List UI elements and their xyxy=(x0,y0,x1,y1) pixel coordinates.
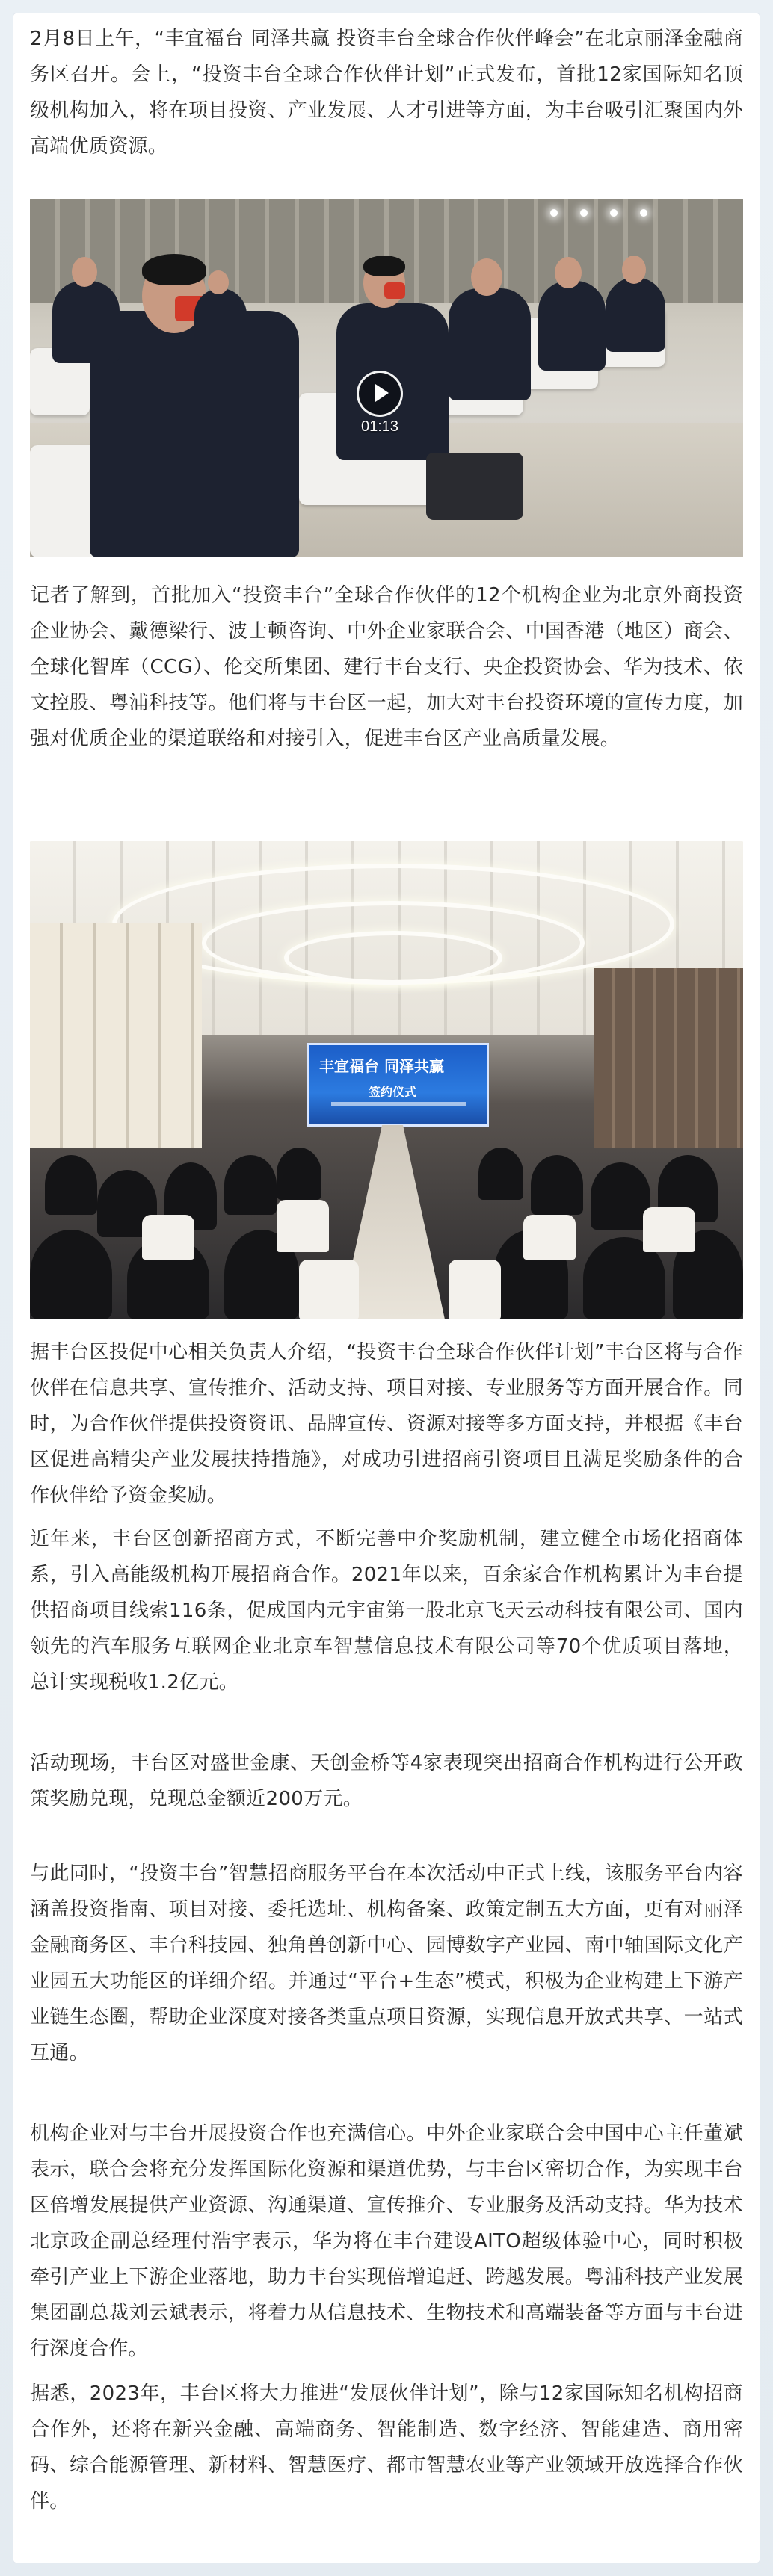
bag xyxy=(426,453,523,520)
guest-head xyxy=(72,257,97,287)
guest-hair xyxy=(363,256,405,276)
guest-figure xyxy=(606,277,665,352)
video-duration: 01:13 xyxy=(360,418,399,435)
article-card xyxy=(13,13,760,2563)
ceiling-light-ring xyxy=(284,931,502,985)
auditorium-photo xyxy=(30,841,743,1319)
paragraph-confidence: 机构企业对与丰台开展投资合作也充满信心。中外企业家联合会中国中心主任董斌表示，联合会将充分发挥国际化资源和渠道优势，与丰台区密切合作，为实现丰台区倍增发展提供产业资源、沟通渠道、宣传推介、专业服务及活动支持。华为技术北京政企副总经理付浩宇表示，华为将在丰台建设AITO超级体验中心，同时积极牵引产业上下游企业落地，助力丰台实现倍增追赶、跨越发展。粤浦科技产业发展集团副总裁刘云斌表示，将着力从信息技术、生物技术和高端装备等方面与丰台进行深度合作。 xyxy=(30,2123,743,2360)
guest-figure xyxy=(449,288,531,400)
paragraph-outlook: 据悉，2023年，丰台区将大力推进“发展伙伴计划”，除与12家国际知名机构招商合作外，还将在新兴金融、高端商务、智能制造、数字经济、智能建造、商用密码、综合能源管理、新材料、智慧医疗、都市智慧农业等产业领域开放选择合作伙伴。 xyxy=(30,2383,743,2512)
paragraph-platform: 与此同时，“投资丰台”智慧招商服务平台在本次活动中正式上线，该服务平台内容涵盖投资指南、项目对接、委托选址、机构备案、政策定制五大方面，更有对丽泽金融商务区、丰台科技园、独角兽创新中心、园博数字产业园、南中轴国际文化产业园五大功能区的详细介绍。并通过“平台+生态”模式，积极为企业构建上下游产业链生态圈，帮助企业深度对接各类重点项目资源，实现信息开放式共享、一站式互通。 xyxy=(30,1863,743,2064)
paragraph-cooperation: 据丰台区投促中心相关负责人介绍，“投资丰台全球合作伙伴计划”丰台区将与合作伙伴在信息共享、宣传推介、活动支持、项目对接、专业服务等方面开展合作。同时，为合作伙伴提供投资资讯、品牌宣传、资源对接等多方面支持，并根据《丰台区促进高精尖产业发展扶持措施》，对成功引进招商引资项目且满足奖励条件的合作伙伴给予资金奖励。 xyxy=(30,1341,743,1507)
stage-screen xyxy=(307,1043,489,1127)
screen-line xyxy=(331,1102,466,1106)
guest-mask xyxy=(384,282,405,299)
paragraph-partners: 记者了解到，首批加入“投资丰台”全球合作伙伴的12个机构企业为北京外商投资企业协会、戴德梁行、波士顿咨询、中外企业家联合会、中国香港（地区）商会、全球化智库（CCG）、伦交所集团、建行丰台支行、央企投资协会、华为技术、依文控股、粤浦科技等。他们将与丰台区一起，加大对丰台投资环境的宣传力度，加强对优质企业的渠道联络和对接引入，促进丰台区产业高质量发展。 xyxy=(30,584,743,750)
wall-panel xyxy=(30,923,202,1148)
play-button[interactable] xyxy=(357,371,403,417)
guest-head xyxy=(471,258,502,296)
guest-figure xyxy=(538,281,606,371)
ceiling-light xyxy=(640,209,647,217)
ceiling-light xyxy=(550,209,558,217)
ceiling-light xyxy=(580,209,588,217)
seat xyxy=(643,1207,695,1252)
guest-hair xyxy=(142,254,206,285)
seat xyxy=(299,1260,359,1319)
guest-head xyxy=(622,256,646,284)
screen-subtitle: 签约仪式 xyxy=(369,1085,417,1099)
guest-head xyxy=(555,257,582,288)
ceiling-light xyxy=(610,209,618,217)
paragraph-intro: 2月8日上午，“丰宜福台 同泽共赢 投资丰台全球合作伙伴峰会”在北京丽泽金融商务区召开。会上，“投资丰台全球合作伙伴计划”正式发布，首批12家国际知名顶级机构加入，将在项目投资、产业发展、人才引进等方面，为丰台吸引汇聚国内外高端优质资源。 xyxy=(30,28,743,158)
guest-head xyxy=(208,270,229,294)
audience-member xyxy=(30,1230,112,1319)
audience-member xyxy=(591,1162,650,1230)
wall-panel xyxy=(594,968,743,1148)
guest-figure xyxy=(194,288,247,356)
screen-title: 丰宜福台 同泽共赢 xyxy=(319,1057,444,1075)
audience-member xyxy=(478,1148,523,1200)
audience-member xyxy=(277,1148,321,1200)
seat xyxy=(449,1260,501,1319)
guest-figure xyxy=(52,281,120,363)
audience-member xyxy=(224,1155,277,1215)
audience-member xyxy=(531,1155,583,1215)
seat xyxy=(277,1200,329,1252)
audience-member xyxy=(45,1155,97,1215)
paragraph-awards: 活动现场，丰台区对盛世金康、天创金桥等4家表现突出招商合作机构进行公开政策奖励兑现，兑现总金额近200万元。 xyxy=(30,1752,743,1810)
seat xyxy=(142,1215,194,1260)
paragraph-results: 近年来，丰台区创新招商方式，不断完善中介奖励机制，建立健全市场化招商体系，引入高能级机构开展招商合作。2021年以来，百余家合作机构累计为丰台提供招商项目线索116条，促成国内元宇宙第一股北京飞天云动科技有限公司、国内领先的汽车服务互联网企业北京车智慧信息技术有限公司等70个优质项目落地，总计实现税收1.2亿元。 xyxy=(30,1528,743,1694)
seat xyxy=(523,1215,576,1260)
video-player[interactable] xyxy=(30,199,743,557)
